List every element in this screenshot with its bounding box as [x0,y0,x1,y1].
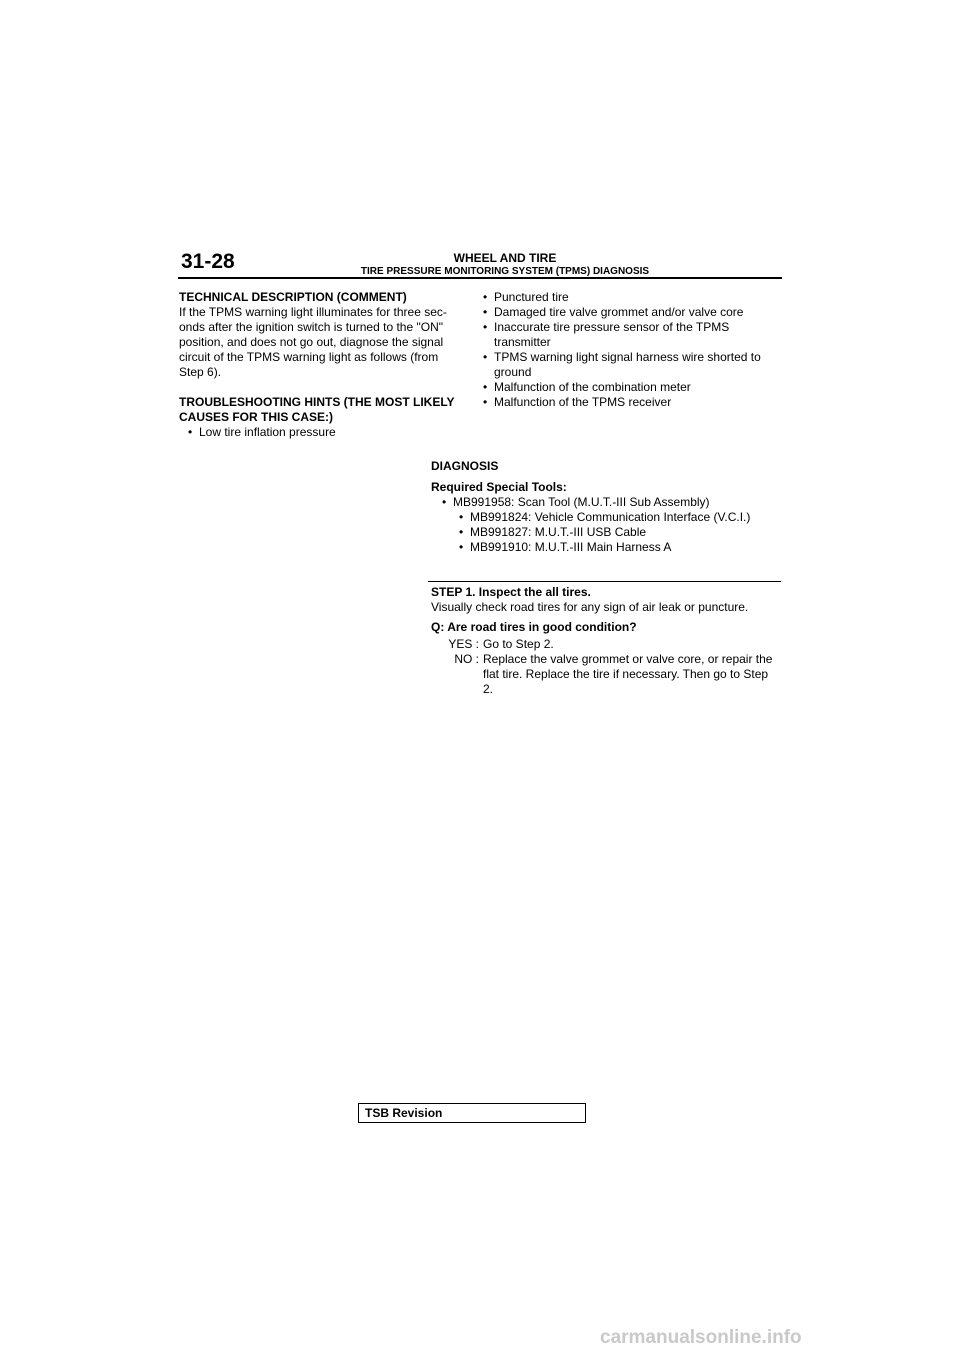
cause-list [179,425,469,440]
list-item: • Damaged tire valve grommet and/or valve core [480,305,784,320]
section-subtitle: TIRE PRESSURE MONITORING SYSTEM (TPMS) DIAGNOSIS [360,266,650,277]
no-text: Replace the valve grommet or valve core, or repair the flat tire. Replace the tire if necessary. Then go to Step 2. [483,652,773,696]
yes-label: YES : [448,637,479,651]
list-item: • Inaccurate tire pressure sensor of the TPMS transmitter [480,320,784,350]
step-divider [428,581,781,582]
technical-description-text [179,305,469,380]
header-rule [178,277,782,279]
step1-question: Q: Are road tires in good condition? [431,620,637,634]
step1-description: Visually check road tires for any sign of air leak or puncture. [431,600,749,614]
text-line: onds after the ignition switch is turned to the "ON" [179,320,443,334]
cause-list-continued [480,290,784,410]
list-item: • MB991910: M.U.T.-III Main Harness A [456,540,781,555]
list-item: • MB991827: M.U.T.-III USB Cable [456,525,781,540]
technical-description-heading: TECHNICAL DESCRIPTION (COMMENT) [179,290,407,304]
list-item: • Malfunction of the TPMS receiver [480,395,784,410]
diagnosis-heading: DIAGNOSIS [431,459,499,473]
troubleshooting-heading [179,395,469,425]
heading-line: TROUBLESHOOTING HINTS (THE MOST LIKELY [179,395,455,409]
section-title: WHEEL AND TIRE [453,251,557,265]
text-line: position, and does not go out, diagnose the signal [179,335,444,349]
text-line: circuit of the TPMS warning light as follows (from [179,350,439,364]
tools-list [431,495,781,555]
text-line: If the TPMS warning light illuminates for three sec- [179,305,447,319]
list-item: • MB991958: Scan Tool (M.U.T.-III Sub Assembly) [439,495,781,510]
page-number: 31-28 [181,250,235,273]
text-line: Step 6). [179,365,222,379]
left-column [179,290,469,440]
list-item: • TPMS warning light signal harness wire shorted to ground [480,350,784,380]
step1-heading: STEP 1. Inspect the all tires. [431,585,591,599]
right-column [494,290,784,410]
watermark: carmanualsonline.info [600,1327,802,1348]
list-item: • Punctured tire [480,290,784,305]
list-item: • Low tire inflation pressure [185,425,469,440]
list-item: • MB991824: Vehicle Communication Interface (V.C.I.) [456,510,781,525]
no-label: NO : [454,652,479,666]
heading-line: CAUSES FOR THIS CASE:) [179,410,334,424]
no-answer [431,652,781,697]
yes-text: Go to Step 2. [483,637,554,651]
diagnosis-section [431,459,781,555]
step1-section [431,585,781,697]
yes-answer [431,637,781,652]
list-item: • Malfunction of the combination meter [480,380,784,395]
tools-heading: Required Special Tools: [431,480,567,494]
tsb-revision-box: TSB Revision [358,1103,586,1123]
